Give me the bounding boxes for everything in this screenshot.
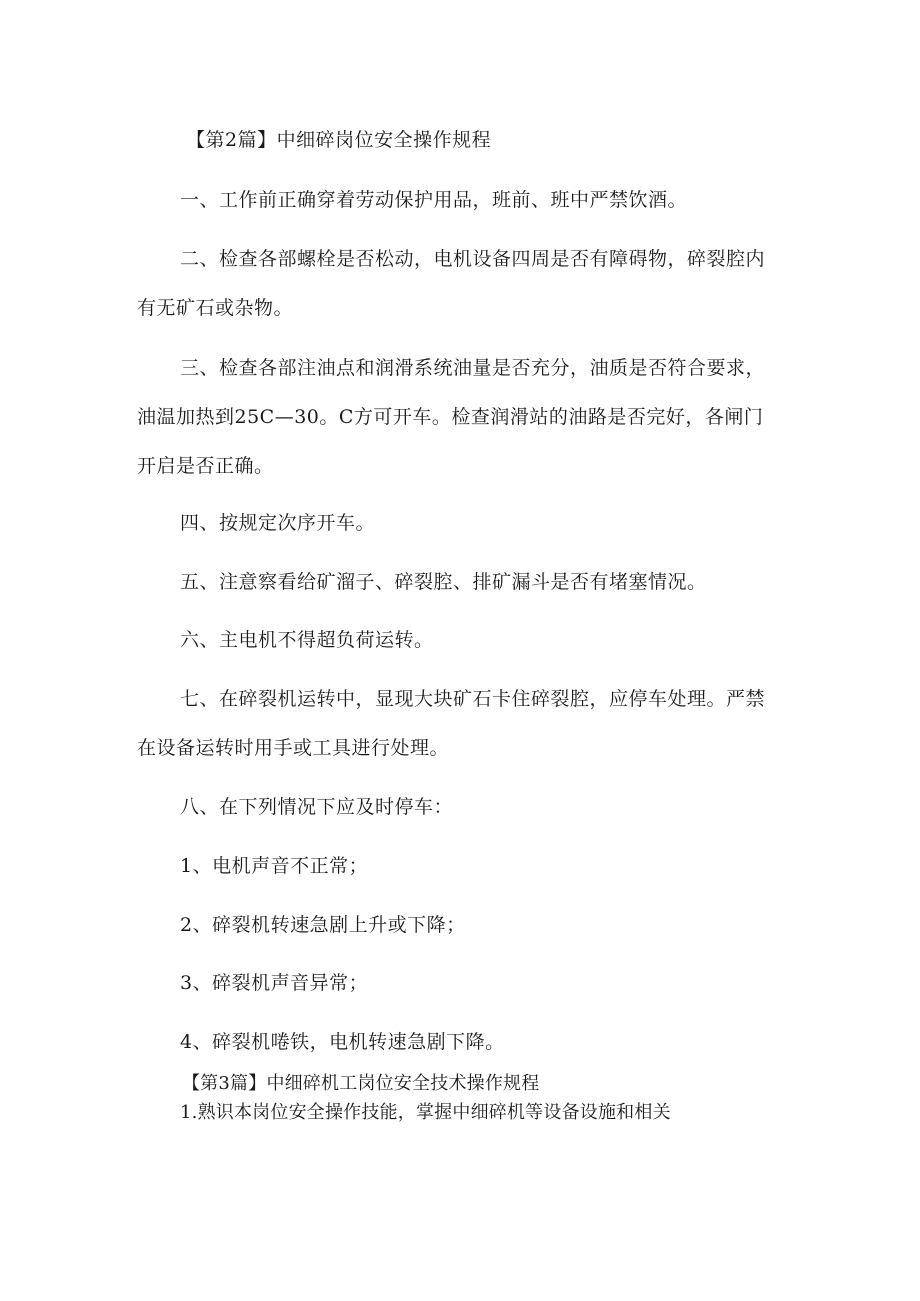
section-3-heading: 【第3篇】中细碎机工岗位安全技术操作规程 (182, 1073, 540, 1094)
section-3-line-1: 1.熟识本岗位安全操作技能，掌握中细碎机等设备设施和相关 (180, 1102, 671, 1123)
section-2-heading: 【第2篇】中细碎岗位安全操作规程 (186, 129, 492, 151)
list-item-4: 4、碎裂机啳铁，电机转速急剧下降。 (180, 1031, 505, 1053)
list-item-1: 1、电机声音不正常； (180, 855, 369, 877)
list-item-3: 3、碎裂机声音异常； (180, 972, 369, 994)
list-item-2: 2、碎裂机转速急剧上升或下降； (180, 914, 466, 936)
paragraph-2-line-1: 二、检查各部螺栓是否松动，电机设备四周是否有障碍物，碎裂腔内 (180, 248, 766, 270)
paragraph-1: 一、工作前正确穿着劳动保护用品，班前、班中严禁饮酒。 (180, 189, 688, 211)
paragraph-7-line-2: 在设备运转时用手或工具进行处理。 (137, 737, 450, 759)
paragraph-3-line-1: 三、检查各部注油点和润滑系统油量是否充分，油质是否符合要求， (180, 357, 766, 379)
paragraph-8: 八、在下列情况下应及时停车： (180, 796, 454, 818)
paragraph-2-line-2: 有无矿石或杂物。 (137, 297, 294, 319)
paragraph-6: 六、主电机不得超负荷运转。 (180, 629, 434, 651)
paragraph-3-line-2: 油温加热到25C—30。C方可开车。检查润滑站的油路是否完好，各闸门 (137, 406, 764, 428)
paragraph-4: 四、按规定次序开车。 (180, 512, 376, 534)
paragraph-7-line-1: 七、在碎裂机运转中，显现大块矿石卡住碎裂腔，应停车处理。严禁 (180, 688, 766, 710)
paragraph-3-line-3: 开启是否正确。 (137, 455, 274, 477)
paragraph-5: 五、注意察看给矿溜子、碎裂腔、排矿漏斗是否有堵塞情况。 (180, 571, 707, 593)
